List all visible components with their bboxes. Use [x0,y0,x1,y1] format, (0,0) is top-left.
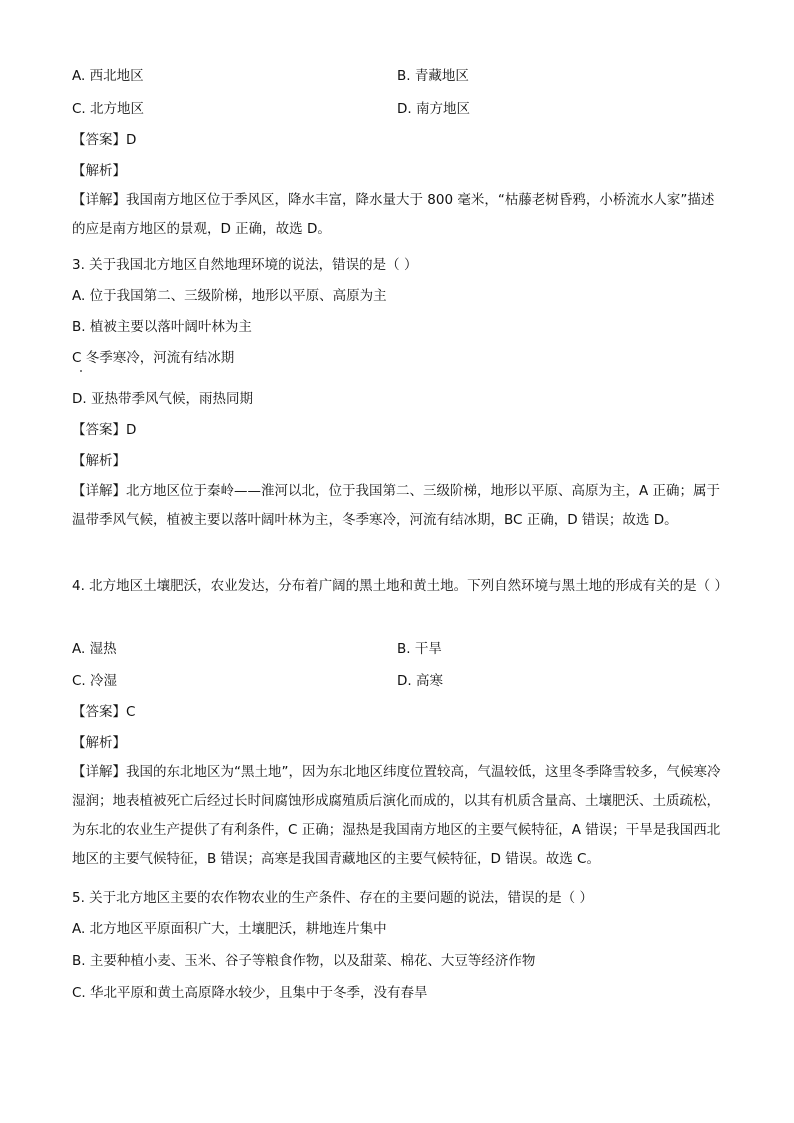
q3-answer: 【答案】D [72,422,137,438]
q3-option-a: A. 位于我国第二、三级阶梯，地形以平原、高原为主 [72,288,387,304]
q2-option-b: B. 青藏地区 [397,68,469,84]
q4-option-b: B. 干旱 [397,641,442,657]
q5-option-b: B. 主要种植小麦、玉米、谷子等粮食作物，以及甜菜、棉花、大豆等经济作物 [72,953,536,969]
q3-stem: 3. 关于我国北方地区自然地理环境的说法，错误的是（ ） [72,257,418,273]
q3-option-c: C 冬季寒冷，河流有结冰期 [72,350,235,366]
q2-detail: 【详解】我国南方地区位于季风区，降水丰富，降水量大于 800 毫米，“枯藤老树昏鸦，小桥流水人家”描述的应是南方地区的景观，D 正确，故选 D。 [72,192,715,237]
q4-stem: 4. 北方地区土壤肥沃，农业发达，分布着广阔的黑土地和黄土地。下列自然环境与黑土地的形成有关的是（ ） [72,578,728,594]
q4-option-a: A. 湿热 [72,641,117,657]
q5-stem: 5. 关于北方地区主要的农作物农业的生产条件、存在的主要问题的说法，错误的是（ ） [72,890,593,906]
q3-option-d: D. 亚热带季风气候，雨热同期 [72,391,253,407]
q2-answer: 【答案】D [72,132,137,148]
q4-detail: 【详解】我国的东北地区为“黑土地”，因为东北地区纬度位置较高，气温较低，这里冬季降雪较多，气候寒冷湿润；地表植被死亡后经过长时间腐蚀形成腐殖质后演化而成的，以其有机质含量高、土壤肥沃、土质疏松，为东北的农业生产提供了有利条件，C 正确；湿热是我国南方地区的主要气候特征，A 错误；干旱是我国西北地区的主要气候特征，B 错误；高寒是我国青藏地区的主要气候特征，D 错误。故选 C。 [72,764,721,867]
q4-option-c: C. 冷湿 [72,673,118,689]
q4-analysis-label: 【解析】 [72,735,126,751]
q4-option-d: D. 高寒 [397,673,443,689]
q2-analysis-label: 【解析】 [72,163,126,179]
q4-answer: 【答案】C [72,704,136,720]
q5-option-a: A. 北方地区平原面积广大，土壤肥沃，耕地连片集中 [72,921,387,937]
stray-dot [80,370,82,372]
q3-analysis-label: 【解析】 [72,453,126,469]
q3-detail: 【详解】北方地区位于秦岭——淮河以北，位于我国第二、三级阶梯，地形以平原、高原为主，A 正确；属于温带季风气候，植被主要以落叶阔叶林为主，冬季寒冷，河流有结冰期，BC 正确，D 错误；故选 D。 [72,483,721,528]
q5-option-c: C. 华北平原和黄土高原降水较少，且集中于冬季，没有春旱 [72,985,428,1001]
q2-option-c: C. 北方地区 [72,101,145,117]
q3-option-b: B. 植被主要以落叶阔叶林为主 [72,319,252,335]
q2-option-d: D. 南方地区 [397,101,470,117]
q2-option-a: A. 西北地区 [72,68,144,84]
